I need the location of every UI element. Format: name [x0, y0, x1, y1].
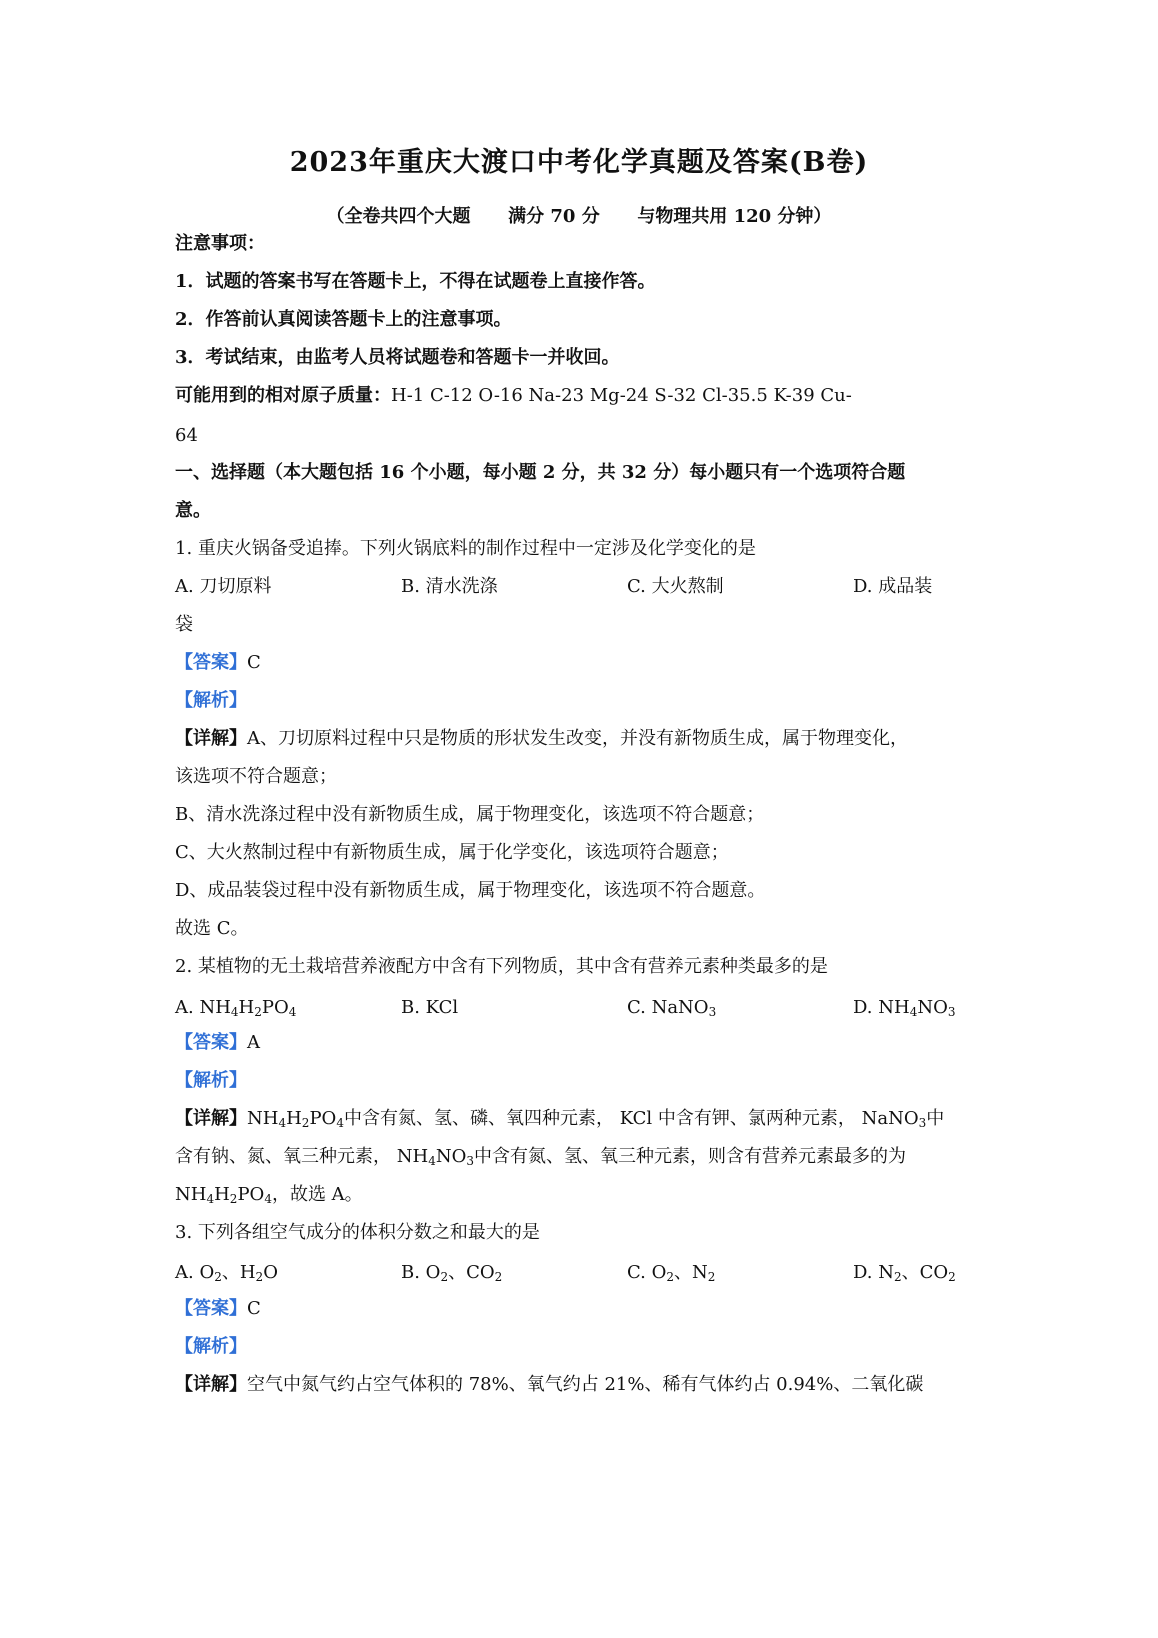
- page-subtitle: （全卷共四个大题 满分 70 分 与物理共用 120 分钟）: [326, 206, 832, 227]
- q1-option-wrap: 袋: [175, 614, 193, 635]
- q1-detail-c: C、大火熬制过程中有新物质生成，属于化学变化，该选项符合题意；: [175, 842, 729, 863]
- q2-detail-1: 【详解】$NH_4H_2PO_4$中含有氮、氢、磷、氧四种元素， KCl 中含有钾、氯两种元素， NaNO$_3$中: [175, 1108, 945, 1130]
- q1-option-a: A. 刀切原料: [175, 576, 272, 597]
- detail-label: 【详解】: [175, 1374, 247, 1395]
- notice-item-3: 3．考试结束，由监考人员将试题卷和答题卡一并收回。: [175, 347, 620, 368]
- q1-stem: 1. 重庆火锅备受追捧。下列火锅底料的制作过程中一定涉及化学变化的是: [175, 538, 756, 559]
- section-heading-line-2: 意。: [175, 500, 211, 521]
- q2-option-d: D. $NH_4NO_3$: [853, 997, 956, 1019]
- page-title: 2023年重庆大渡口中考化学真题及答案(B卷): [289, 147, 869, 178]
- answer-label: 【答案】: [175, 1032, 247, 1053]
- q3-analysis: [175, 1335, 247, 1359]
- atomic-mass-label: 可能用到的相对原子质量：: [175, 385, 391, 406]
- atomic-mass-line: [175, 384, 852, 408]
- analysis-label: 【解析】: [175, 1070, 247, 1091]
- analysis-label: 【解析】: [175, 1336, 247, 1357]
- notice-heading: 注意事项：: [175, 233, 265, 254]
- q2-detail-3: $NH_4H_2PO_4$，故选 A。: [175, 1184, 363, 1206]
- q2-option-b: B. KCl: [401, 997, 459, 1018]
- q1-detail-text-1: A、刀切原料过程中只是物质的形状发生改变，并没有新物质生成，属于物理变化，: [247, 728, 908, 749]
- atomic-mass-wrap: 64: [175, 425, 198, 446]
- q1-detail-1: [175, 727, 908, 751]
- notice-item-2: 2．作答前认真阅读答题卡上的注意事项。: [175, 309, 512, 330]
- answer-label: 【答案】: [175, 652, 247, 673]
- q1-conclusion: 故选 C。: [175, 918, 249, 939]
- detail-label: 【详解】: [175, 728, 247, 749]
- q1-answer-value: C: [247, 652, 261, 673]
- q1-detail-b: B、清水洗涤过程中没有新物质生成，属于物理变化，该选项不符合题意；: [175, 804, 765, 825]
- q2-analysis: [175, 1069, 247, 1093]
- q3-answer: [175, 1297, 261, 1321]
- q1-option-c: C. 大火熬制: [627, 576, 724, 597]
- notice-item-1: 1．试题的答案书写在答题卡上，不得在试题卷上直接作答。: [175, 271, 656, 292]
- q1-analysis: [175, 689, 247, 713]
- answer-label: 【答案】: [175, 1298, 247, 1319]
- q3-stem: 3. 下列各组空气成分的体积分数之和最大的是: [175, 1222, 540, 1243]
- q3-option-d: D. $N_2$、$CO_2$: [853, 1262, 956, 1284]
- detail-label: 【详解】: [175, 1108, 247, 1129]
- q1-detail-2: 该选项不符合题意；: [175, 766, 337, 787]
- q1-option-b: B. 清水洗涤: [401, 576, 498, 597]
- q2-answer: [175, 1031, 260, 1055]
- q2-stem: 2. 某植物的无土栽培营养液配方中含有下列物质，其中含有营养元素种类最多的是: [175, 956, 828, 977]
- q2-option-c: C. NaNO$_3$: [627, 997, 717, 1019]
- q1-detail-d: D、成品装袋过程中没有新物质生成，属于物理变化，该选项不符合题意。: [175, 880, 766, 901]
- atomic-mass-values: H-1 C-12 O-16 Na-23 Mg-24 S-32 Cl-35.5 K-39 Cu-: [391, 385, 852, 406]
- q1-option-d: D. 成品装: [853, 576, 933, 597]
- section-heading-line-1: 一、选择题（本大题包括 16 个小题，每小题 2 分，共 32 分）每小题只有一个选项符合题: [175, 462, 906, 483]
- q3-option-b: B. $O_2$、$CO_2$: [401, 1262, 503, 1284]
- q2-answer-value: A: [247, 1032, 260, 1053]
- q3-option-c: C. $O_2$、$N_2$: [627, 1262, 716, 1284]
- q3-answer-value: C: [247, 1298, 261, 1319]
- q3-option-a: A. $O_2$、$H_2O$: [175, 1262, 278, 1284]
- q1-answer: [175, 651, 261, 675]
- q3-detail-text-1: 空气中氮气约占空气体积的 78%、氧气约占 21%、稀有气体约占 0.94%、二氧化碳: [247, 1374, 924, 1395]
- q3-detail-1: [175, 1373, 923, 1397]
- q2-option-a: A. $NH_4H_2PO_4$: [175, 997, 297, 1019]
- q2-detail-2: 含有钠、氮、氧三种元素， $NH_4NO_3$中含有氮、氢、氧三种元素，则含有营养元素最多的为: [175, 1146, 906, 1168]
- analysis-label: 【解析】: [175, 690, 247, 711]
